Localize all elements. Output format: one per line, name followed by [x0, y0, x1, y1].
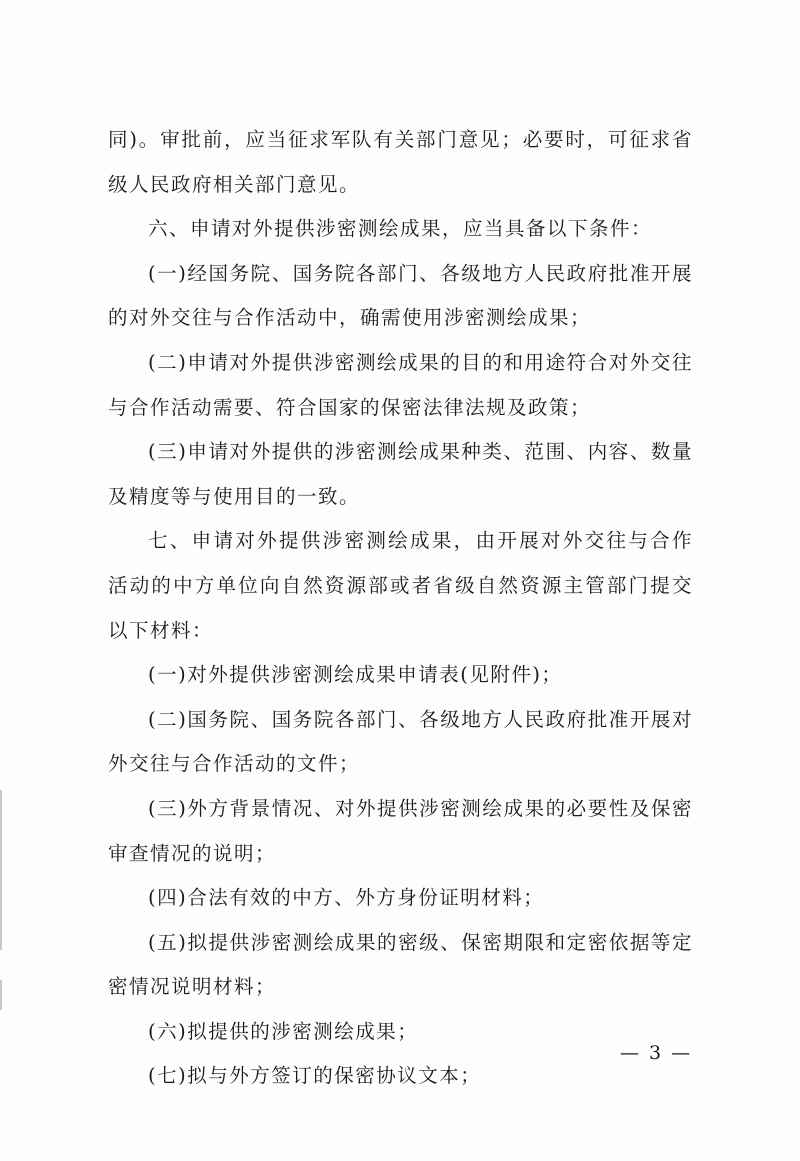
- page-number: — 3 —: [620, 1042, 693, 1064]
- paragraph-condition-1: (一)经国务院、国务院各部门、各级地方人民政府批准开展的对外交往与合作活动中，确需使用涉密测绘成果；: [108, 261, 693, 330]
- paragraph-condition-3: (三)申请对外提供的涉密测绘成果种类、范围、内容、数量及精度等与使用目的一致。: [108, 440, 693, 508]
- paragraph-material-1: (一)对外提供涉密测绘成果申请表(见附件)；: [148, 663, 563, 687]
- paragraph-section-6: 六、申请对外提供涉密测绘成果，应当具备以下条件：: [148, 217, 653, 241]
- paragraph-material-6: (六)拟提供的涉密测绘成果；: [148, 1019, 419, 1043]
- paragraph-material-3: (三)外方背景情况、对外提供涉密测绘成果的必要性及保密审查情况的说明；: [108, 796, 693, 865]
- paragraph-condition-2: (二)申请对外提供涉密测绘成果的目的和用途符合对外交往与合作活动需要、符合国家的保密法律法规及政策；: [108, 350, 693, 419]
- paragraph-material-7: (七)拟与外方签订的保密协议文本；: [148, 1064, 482, 1088]
- paragraph-material-5: (五)拟提供涉密测绘成果的密级、保密期限和定密依据等定密情况说明材料；: [108, 930, 693, 999]
- document-body: [108, 118, 693, 1099]
- paragraph-continuation: 同)。审批前，应当征求军队有关部门意见；必要时，可征求省级人民政府相关部门意见。: [108, 128, 693, 196]
- scan-edge-mark: [0, 980, 2, 1010]
- paragraph-material-2: (二)国务院、国务院各部门、各级地方人民政府批准开展对外交往与合作活动的文件；: [108, 707, 693, 776]
- paragraph-material-4: (四)合法有效的中方、外方身份证明材料；: [148, 886, 545, 910]
- scan-edge-mark: [0, 790, 2, 950]
- paragraph-section-7: 七、申请对外提供涉密测绘成果，由开展对外交往与合作活动的中方单位向自然资源部或者省级自然资源主管部门提交以下材料：: [108, 529, 693, 642]
